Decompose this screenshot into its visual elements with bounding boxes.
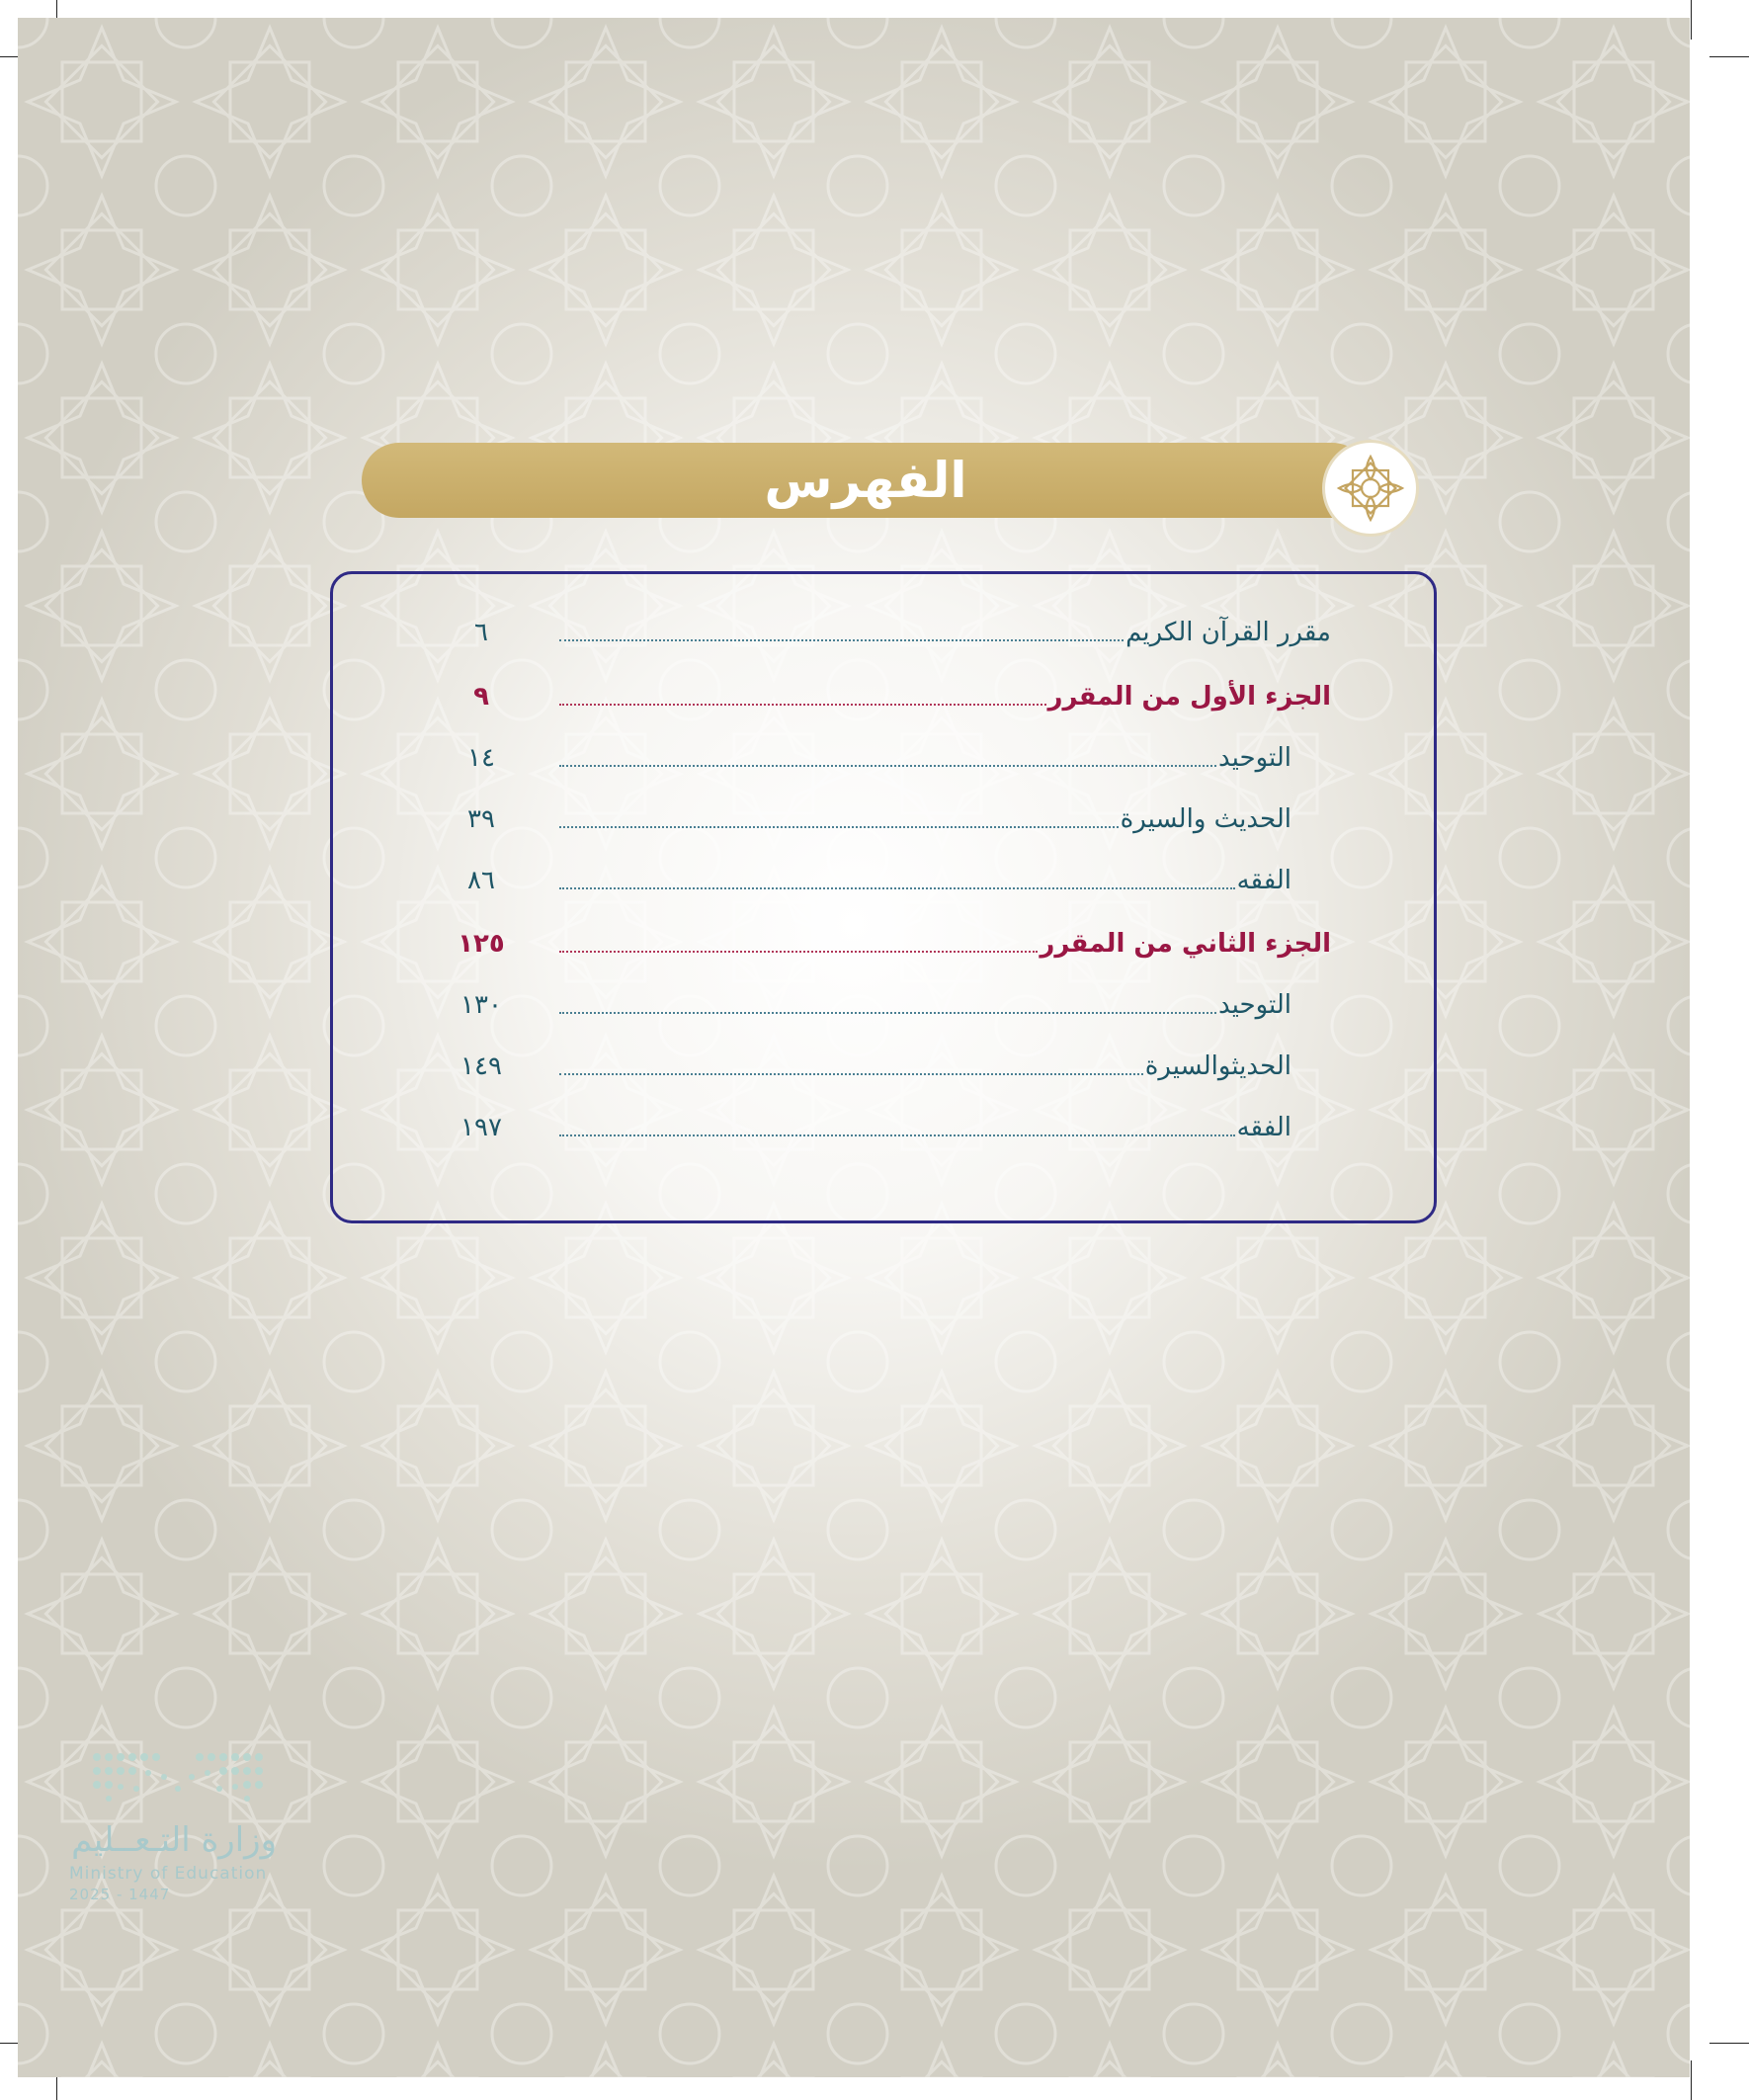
- page-title: الفهرس: [764, 452, 967, 509]
- toc-entry: [427, 1047, 1331, 1086]
- toc-entry: [427, 1108, 1331, 1147]
- toc-entry-label: الجزء الثاني من المقرر: [1040, 929, 1331, 959]
- toc-entry: [427, 924, 1331, 964]
- toc-dot-leader: [559, 826, 1119, 828]
- ministry-logo-dots-icon: [69, 1749, 287, 1808]
- toc-entry: [427, 861, 1331, 900]
- toc-entry-page-number: ١٩٧: [460, 1113, 502, 1142]
- toc-entry-label: الحديثوالسيرة: [1144, 1051, 1291, 1081]
- ministry-name-arabic: وزارة التـعــليم: [71, 1820, 277, 1860]
- toc-entry-label: الفقه: [1236, 866, 1291, 895]
- toc-entry: [427, 799, 1331, 839]
- toc-entry: [427, 985, 1331, 1025]
- toc-entry-page-number: ١٢٥: [458, 929, 505, 959]
- title-banner: [362, 443, 1370, 518]
- toc-entry: [427, 613, 1331, 652]
- crop-mark: [1709, 2043, 1749, 2044]
- ministry-logo: [69, 1749, 296, 1903]
- toc-entry: [427, 738, 1331, 778]
- ministry-name-english: Ministry of Education: [69, 1864, 268, 1884]
- toc-entry-label: الجزء الأول من المقرر: [1047, 682, 1331, 712]
- toc-entry-page-number: ١٤٩: [460, 1051, 502, 1081]
- toc-dot-leader: [559, 1134, 1235, 1136]
- floral-medallion-icon: [1325, 443, 1416, 534]
- toc-entry-label: الفقه: [1236, 1113, 1291, 1142]
- toc-dot-leader: [559, 639, 1124, 641]
- toc-entry-page-number: ١٣٠: [460, 990, 502, 1020]
- crop-mark: [1709, 56, 1749, 57]
- toc-entry-label: مقرر القرآن الكريم: [1125, 618, 1331, 647]
- toc-entry: [427, 677, 1331, 716]
- toc-dot-leader: [559, 704, 1046, 706]
- edition-year: 2025 - 1447: [69, 1886, 171, 1903]
- toc-dot-leader: [559, 765, 1216, 767]
- toc-entry-label: التوحيد: [1218, 743, 1291, 773]
- toc-entry-page-number: ٣٩: [467, 804, 495, 834]
- toc-dot-leader: [559, 951, 1038, 953]
- toc-entry-page-number: ١٤: [467, 743, 495, 773]
- toc-dot-leader: [559, 887, 1235, 889]
- toc-dot-leader: [559, 1012, 1216, 1014]
- toc-entry-page-number: ٩: [473, 682, 489, 712]
- toc-entry-label: التوحيد: [1218, 990, 1291, 1020]
- crop-mark: [1691, 0, 1692, 40]
- toc-dot-leader: [559, 1073, 1143, 1075]
- toc-entry-page-number: ٦: [474, 618, 488, 647]
- crop-mark: [1691, 2060, 1692, 2100]
- toc-entry-page-number: ٨٦: [467, 866, 495, 895]
- toc-entry-label: الحديث والسيرة: [1120, 804, 1291, 834]
